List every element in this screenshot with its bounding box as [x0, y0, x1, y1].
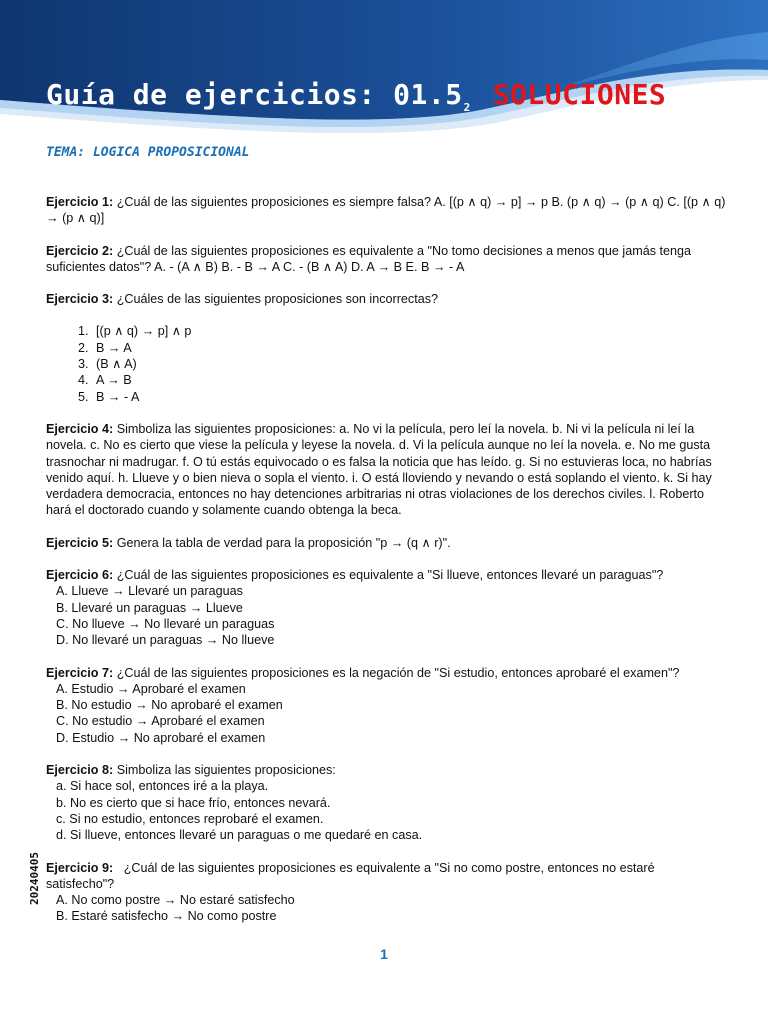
- exercise-6: [46, 567, 726, 648]
- list-item: B. Estaré satisfecho → No como postre: [56, 909, 277, 924]
- exercise-2: [46, 243, 726, 276]
- option-list: [46, 892, 726, 925]
- exercise-label: Ejercicio 7:: [46, 665, 114, 680]
- list-item: C. No llueve → No llevaré un paraguas: [56, 616, 275, 631]
- exercise-9: [46, 860, 726, 925]
- exercise-label: Ejercicio 8:: [46, 763, 114, 778]
- list-item: B. No estudio → No aprobaré el examen: [56, 698, 283, 713]
- list-item: 3. (B ∧ A): [92, 356, 726, 372]
- list-item: a. Si hace sol, entonces iré a la playa.: [56, 779, 269, 794]
- option-list: [46, 681, 726, 746]
- exercise-text: ¿Cuál de las siguientes proposiciones es equivalente a "Si no como postre, entonces no estaré satisfecho"?: [46, 860, 659, 891]
- exercise-8: [46, 762, 726, 843]
- list-item: D. Estudio → No aprobaré el examen: [56, 730, 266, 745]
- page-title: [46, 78, 666, 114]
- topic-heading: TEMA: LOGICA PROPOSICIONAL: [46, 145, 250, 160]
- exercise-label: Ejercicio 1:: [46, 195, 114, 209]
- title-subscript: 2: [463, 100, 471, 114]
- exercise-3: [46, 291, 726, 307]
- list-item: c. Si no estudio, entonces reprobaré el examen.: [56, 811, 324, 826]
- exercise-text: Genera la tabla de verdad para la proposición "p → (q ∧ r)".: [113, 535, 451, 550]
- exercise-text: ¿Cuál de las siguientes proposiciones es siempre falsa? A. [(p ∧ q) → p] → p B. (p ∧ q) → (p ∧ q) C. [(p ∧ q) → (p ∧ q)]: [46, 195, 726, 226]
- exercise-text: Simboliza las siguientes proposiciones:: [113, 763, 336, 778]
- exercise-label: Ejercicio 3:: [46, 292, 114, 307]
- exercise-text: Simboliza las siguientes proposiciones: a. No vi la película, pero leí la novela. b. Ni vi la película ni leí la novela. c. No es cierto que viese la película y leyese la novela. d. Vi la película aunque no leí la novela. e. No me gusta trasnochar ni madrugar. f. O tú estás equivocado o es falsa la noticia que has leído. g. Si no estuvieras loca, no habrías venido aquí. h. Llueve y o bien nieva o sopla el viento. i. O está lloviendo y nevando o está soplando el viento. k. Si hay verdadera democracia, entonces no hay detenciones arbitrarias ni otras violaciones de los derechos civiles. l. Roberto hará el doctorado cuando y solamente cuando obtenga la beca.: [46, 421, 712, 518]
- list-item: 1. [(p ∧ q) → p] ∧ p: [92, 323, 726, 339]
- list-item: 5. B → - A: [92, 389, 726, 405]
- title-text: Guía de ejercicios: 01.5: [46, 78, 463, 111]
- exercise-text: ¿Cuáles de las siguientes proposiciones son incorrectas?: [113, 292, 439, 307]
- list-item: d. Si llueve, entonces llevaré un paraguas o me quedaré en casa.: [56, 828, 423, 843]
- exercise-list: [46, 194, 726, 941]
- exercise-label: Ejercicio 9:: [46, 860, 114, 875]
- exercise-label: Ejercicio 6:: [46, 568, 114, 583]
- exercise-1: [46, 194, 726, 227]
- list-item: 4. A → B: [92, 372, 726, 388]
- list-item: B. Llevaré un paraguas → Llueve: [56, 600, 243, 615]
- exercise-label: Ejercicio 5:: [46, 535, 114, 550]
- side-date-stamp: 20240405: [28, 852, 41, 905]
- list-item: b. No es cierto que si hace frío, entonces nevará.: [56, 795, 331, 810]
- exercise-label: Ejercicio 4:: [46, 421, 114, 436]
- solutions-label: SOLUCIONES: [492, 78, 667, 111]
- option-list: [46, 778, 726, 843]
- list-item: D. No llevaré un paraguas → No llueve: [56, 633, 275, 648]
- list-item: A. No como postre → No estaré satisfecho: [56, 893, 295, 908]
- exercise-5: [46, 535, 726, 551]
- page-number: 1: [380, 946, 388, 962]
- exercise-label: Ejercicio 2:: [46, 243, 114, 258]
- exercise-4: [46, 421, 726, 519]
- list-item: A. Llueve → Llevaré un paraguas: [56, 584, 243, 599]
- exercise-text: ¿Cuál de las siguientes proposiciones es equivalente a "Si llueve, entonces llevaré un paraguas"?: [113, 568, 664, 583]
- exercise-7: [46, 665, 726, 746]
- header-banner: [0, 0, 768, 140]
- list-item: C. No estudio → Aprobaré el examen: [56, 714, 265, 729]
- exercise-3-list: [46, 323, 726, 404]
- list-item: A. Estudio → Aprobaré el examen: [56, 681, 246, 696]
- option-list: [46, 583, 726, 648]
- exercise-text: ¿Cuál de las siguientes proposiciones es la negación de "Si estudio, entonces aprobaré el examen"?: [113, 665, 680, 680]
- list-item: 2. B → A: [92, 340, 726, 356]
- exercise-text: ¿Cuál de las siguientes proposiciones es equivalente a "No tomo decisiones a menos que jamás tenga suficientes datos"? A. - (A ∧ B) B. - B → A C. - (B ∧ A) D. A → B E. B → - A: [46, 243, 692, 274]
